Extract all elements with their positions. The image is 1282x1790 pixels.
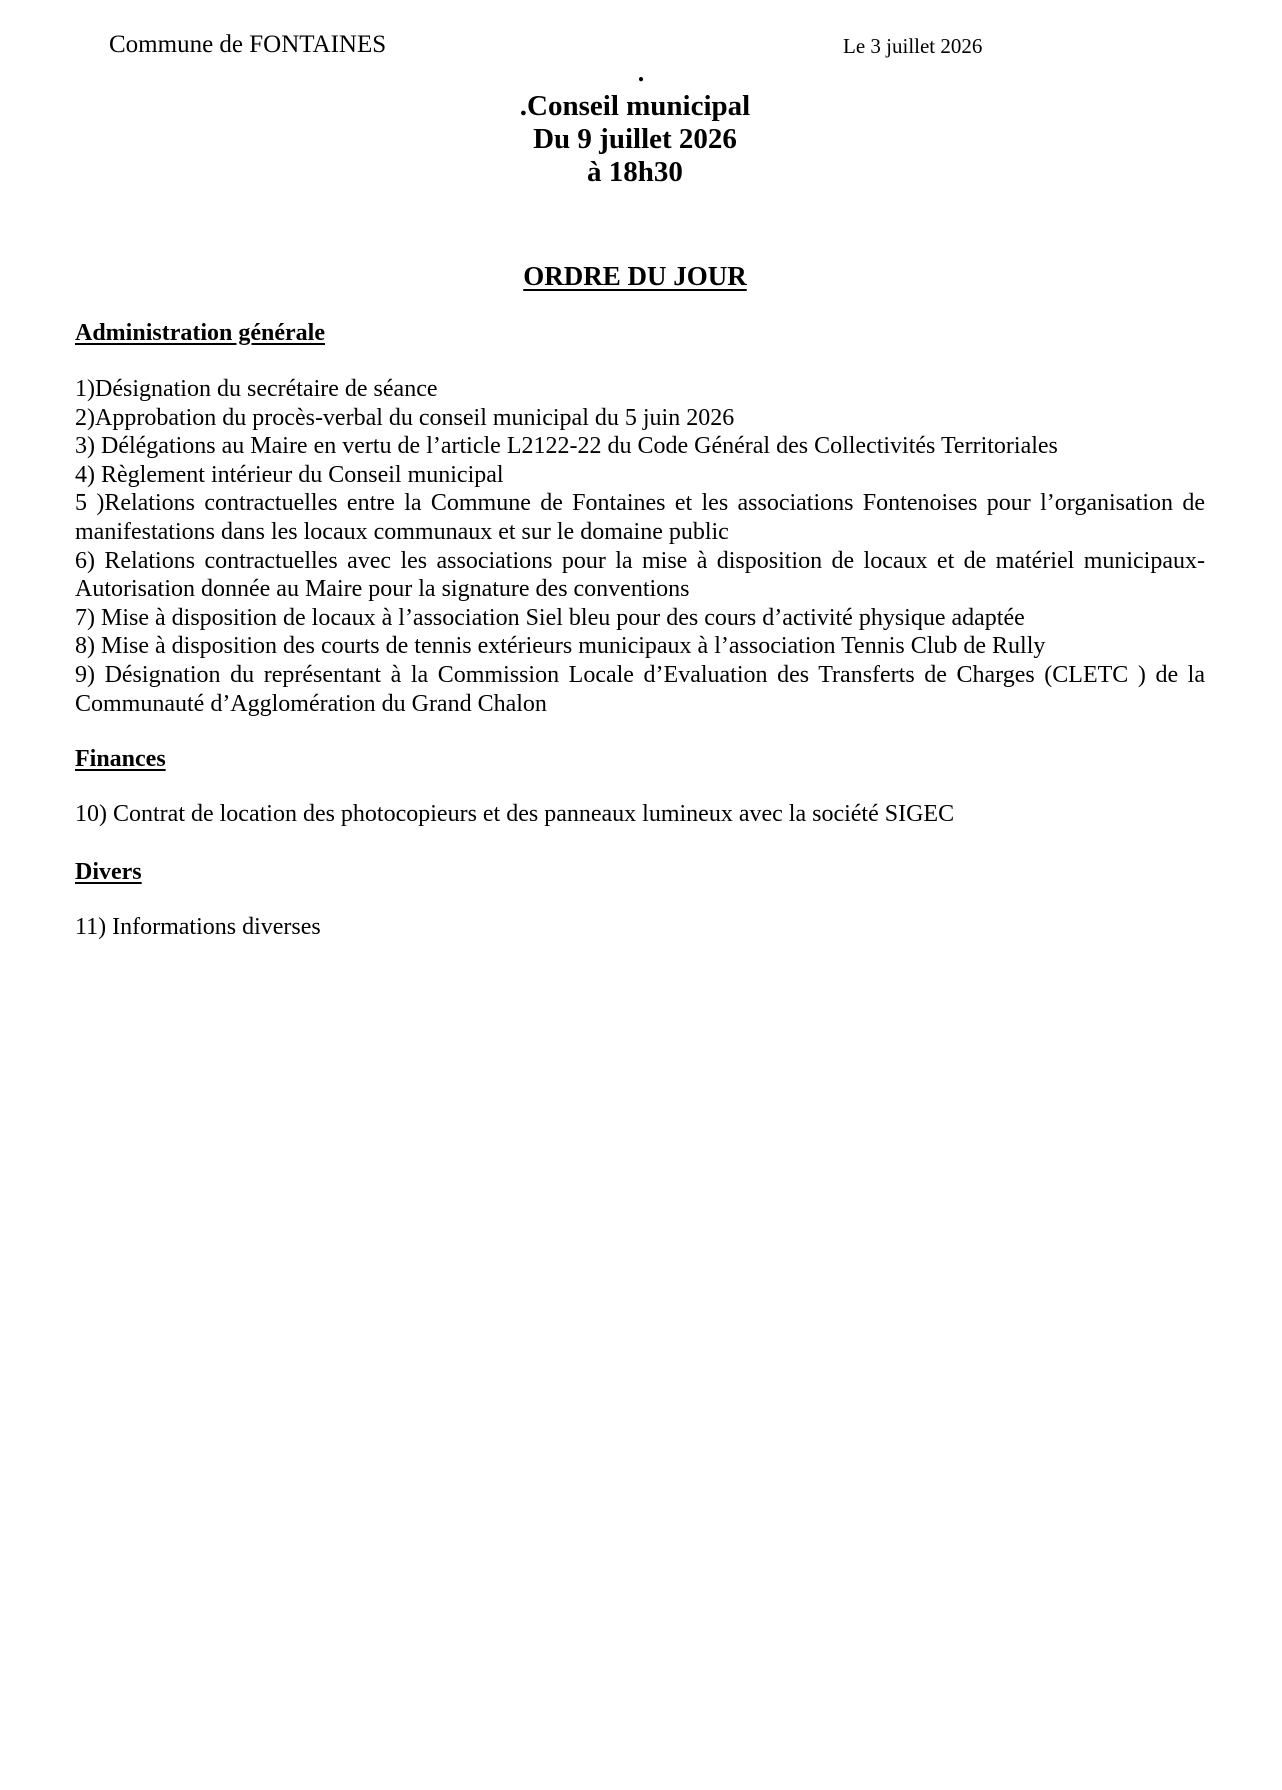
agenda-heading: ORDRE DU JOUR	[523, 261, 747, 291]
agenda-list-administration	[75, 375, 1205, 718]
meeting-title-line-3: à 18h30	[587, 156, 683, 188]
agenda-item: 4) Règlement intérieur du Conseil municipal	[75, 461, 504, 488]
meeting-title-line-1: .Conseil municipal	[519, 90, 751, 122]
section-title-divers: Divers	[75, 859, 142, 885]
agenda-item: 3) Délégations au Maire en vertu de l’article L2122-22 du Code Général des Collectivités Territoriales	[75, 433, 1058, 460]
agenda-item: 2)Approbation du procès-verbal du conseil municipal du 5 juin 2026	[75, 404, 735, 431]
meeting-title	[335, 90, 935, 189]
agenda-item: 7) Mise à disposition de locaux à l’association Siel bleu pour des cours d’activité physique adaptée	[75, 604, 1025, 631]
section-title-administration: Administration générale	[75, 320, 325, 346]
agenda-list-finances	[75, 800, 1205, 829]
meeting-title-line-2: Du 9 juillet 2026	[533, 123, 737, 155]
section-title-finances: Finances	[75, 746, 166, 772]
agenda-item: 1)Désignation du secrétaire de séance	[75, 376, 438, 402]
agenda-item: 8) Mise à disposition des courts de tennis extérieurs municipaux à l’association Tennis Club de Rully	[75, 633, 1046, 660]
commune-name: Commune de FONTAINES	[109, 31, 387, 58]
agenda-item: 9) Désignation du représentant à la Commission Locale d’Evaluation des Transferts de Charges (CLETC ) de la Communauté d’Agglomération du Grand Chalon	[75, 661, 1205, 717]
agenda-item: 6) Relations contractuelles avec les associations pour la mise à disposition de locaux et de matériel municipaux- Autorisation donnée au Maire pour la signature des conventions	[75, 547, 1205, 603]
document-date: Le 3 juillet 2026	[843, 34, 983, 58]
agenda-item: 5 )Relations contractuelles entre la Commune de Fontaines et les associations Fontenoises pour l’organisation de manifestations dans les locaux communaux et sur le domaine public	[75, 490, 1205, 545]
document-header	[109, 28, 983, 62]
agenda-list-divers	[75, 913, 1205, 942]
agenda-item: 10) Contrat de location des photocopieurs et des panneaux lumineux avec la société SIGEC	[75, 801, 955, 827]
title-dot: .	[637, 58, 645, 87]
agenda-item: 11) Informations diverses	[75, 914, 321, 940]
